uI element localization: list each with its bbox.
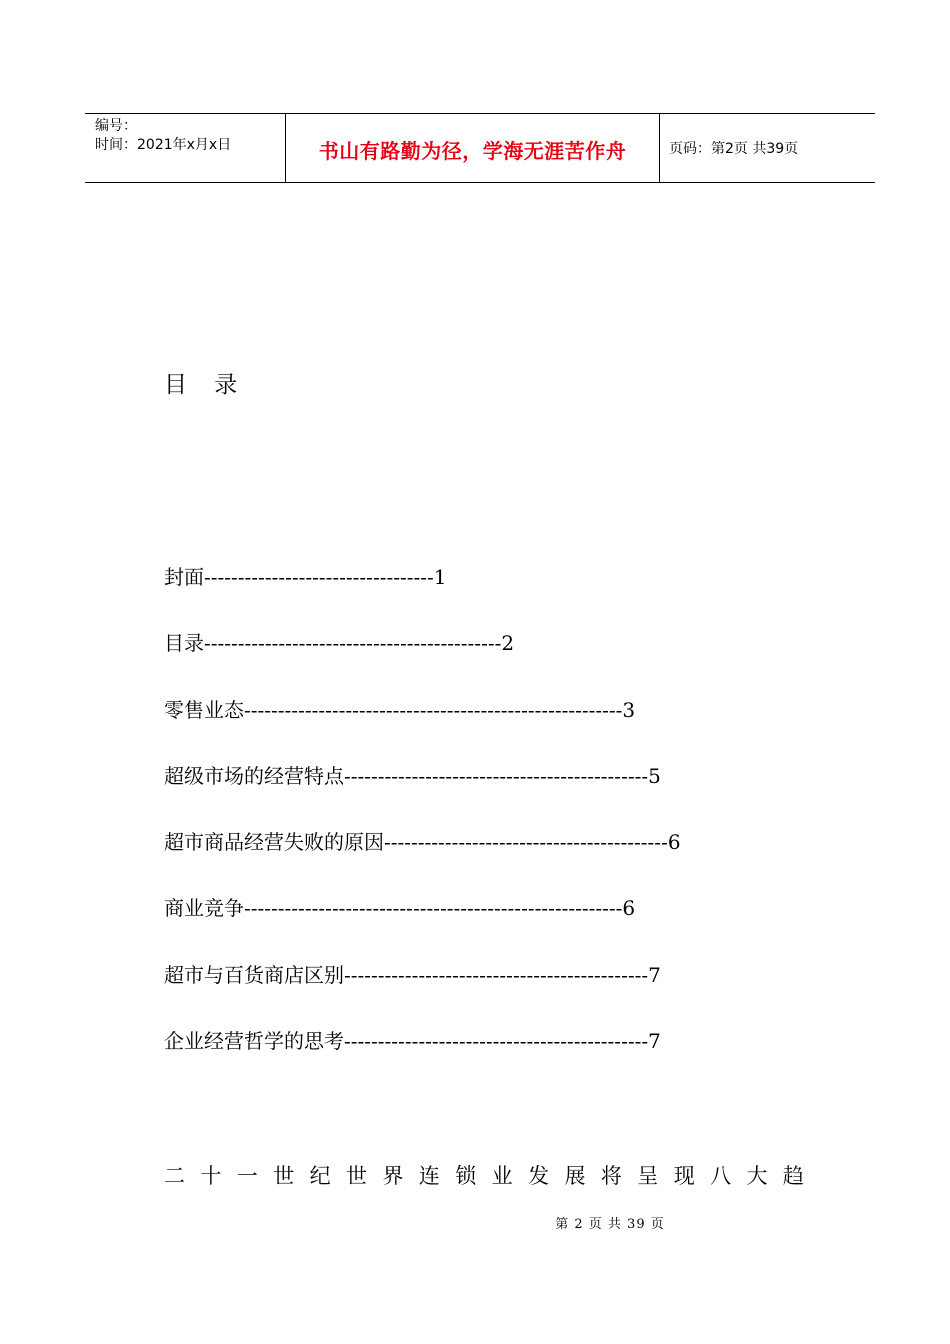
heading-char: 大	[746, 1164, 768, 1188]
header-page-cell	[660, 114, 875, 182]
toc-item: 目录--------------------------------------------2	[164, 631, 515, 656]
date-label: 时间：2021年x月x日	[95, 137, 232, 153]
heading-char: 纪	[309, 1164, 331, 1188]
heading-char: 八	[710, 1164, 732, 1188]
document-header	[85, 113, 875, 183]
header-meta-cell	[85, 114, 286, 182]
section-heading	[164, 1160, 804, 1190]
heading-char: 发	[528, 1164, 550, 1188]
heading-char: 现	[673, 1164, 695, 1188]
heading-char: 展	[564, 1164, 586, 1188]
toc-list	[164, 562, 681, 1092]
heading-char: 呈	[637, 1164, 659, 1188]
heading-char: 连	[418, 1164, 440, 1188]
heading-char: 界	[382, 1164, 404, 1188]
heading-char: 世	[273, 1164, 295, 1188]
toc-item: 超市与百货商店区别---------------------------------------------7	[164, 962, 661, 987]
heading-char: 十	[200, 1164, 222, 1188]
heading-char: 将	[600, 1164, 622, 1188]
heading-char: 世	[346, 1164, 368, 1188]
toc-item: 企业经营哲学的思考---------------------------------------------7	[164, 1029, 661, 1054]
toc-item: 超级市场的经营特点---------------------------------------------5	[164, 763, 661, 788]
toc-item: 超市商品经营失败的原因------------------------------------------6	[164, 830, 681, 855]
header-motto-cell	[286, 114, 660, 182]
footer-page-number: 第 2 页 共 39 页	[555, 1217, 665, 1232]
toc-title: 目 录	[164, 372, 248, 398]
heading-char: 业	[491, 1164, 513, 1188]
page-info: 页码：第2页 共39页	[669, 141, 799, 157]
heading-char: 二	[164, 1164, 185, 1188]
number-label: 编号：	[95, 118, 137, 134]
heading-char: 锁	[455, 1164, 477, 1188]
heading-char: 一	[236, 1164, 258, 1188]
motto-text: 书山有路勤为径，学海无涯苦作舟	[318, 139, 627, 163]
toc-item: 零售业态--------------------------------------------------------3	[164, 697, 636, 722]
toc-item: 商业竞争--------------------------------------------------------6	[164, 896, 636, 921]
page-footer	[0, 1213, 950, 1232]
toc-item: 封面----------------------------------1	[164, 565, 447, 589]
heading-char: 趋	[782, 1164, 804, 1188]
